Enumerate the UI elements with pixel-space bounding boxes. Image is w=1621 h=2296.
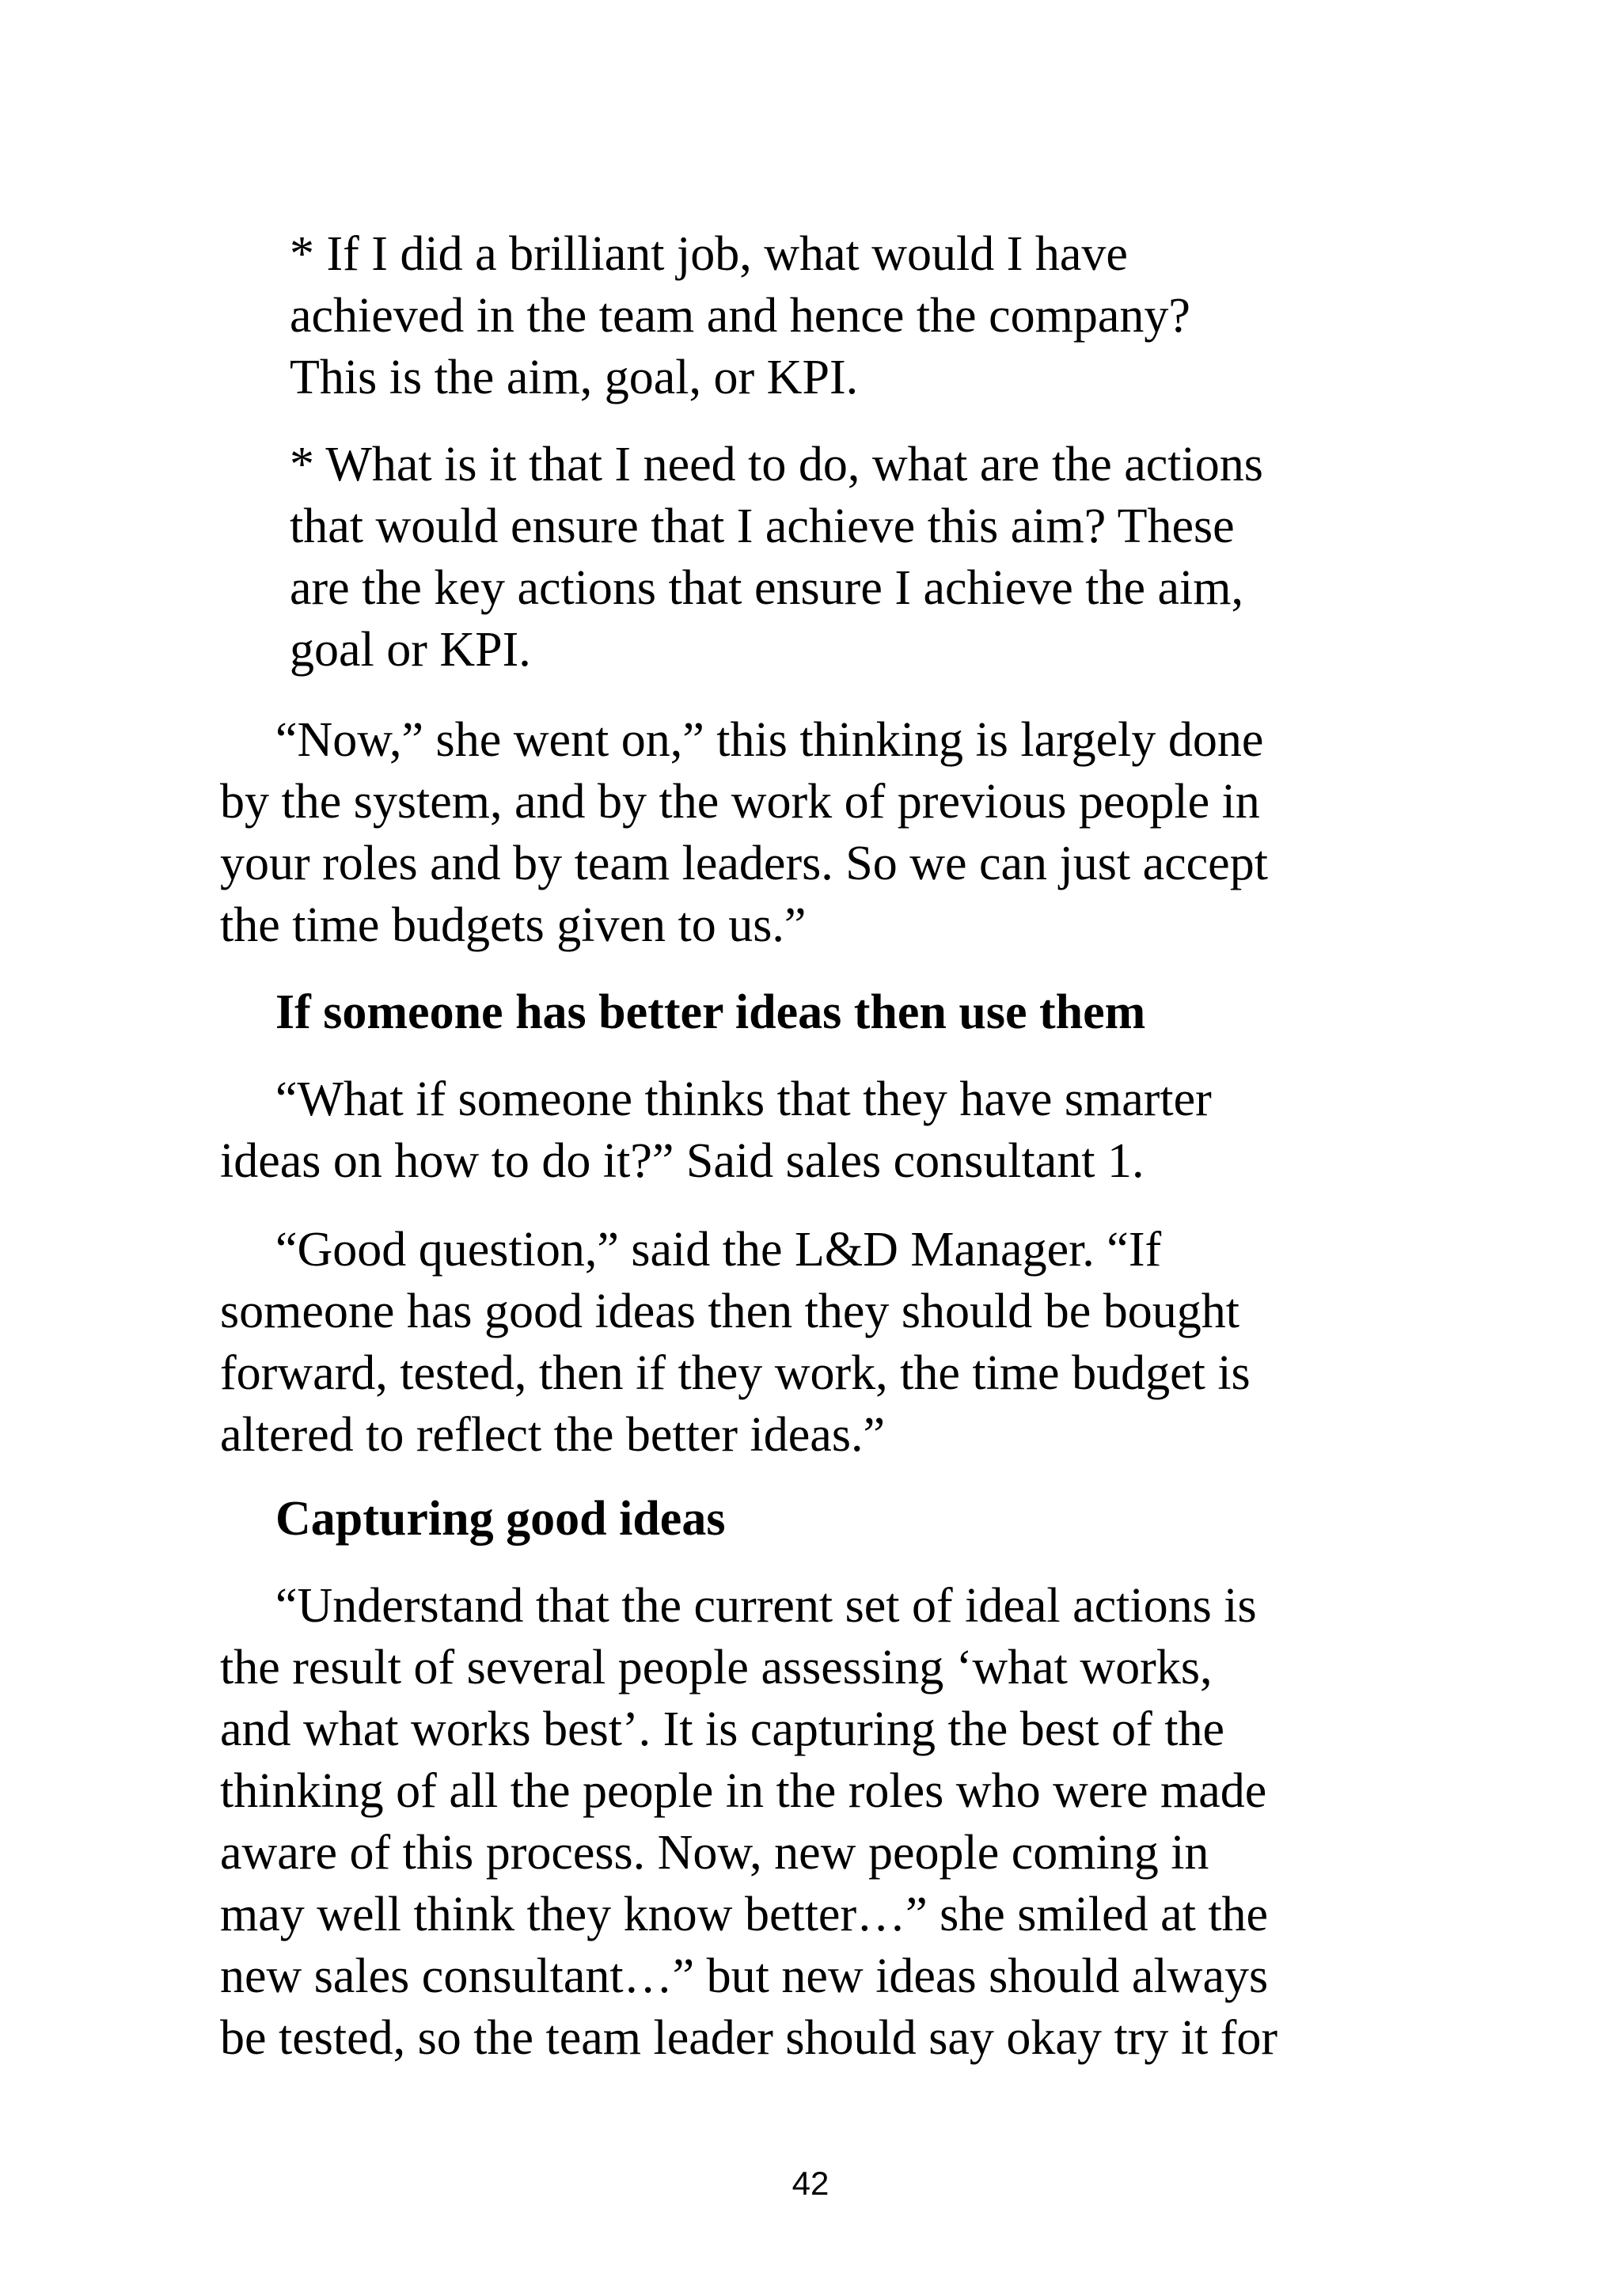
text-line: “Good question,” said the L&D Manager. “If <box>275 1223 1162 1277</box>
text-line: * If I did a brilliant job, what would I have <box>290 227 1128 281</box>
text-line: This is the aim, goal, or KPI. <box>290 351 859 404</box>
text-line: forward, tested, then if they work, the time budget is <box>220 1346 1251 1400</box>
text-line: may well think they know better…” she smiled at the <box>220 1888 1269 1941</box>
text-line: aware of this process. Now, new people coming in <box>220 1826 1209 1880</box>
bullet-item <box>290 223 1477 408</box>
text-line: are the key actions that ensure I achieve the aim, <box>290 561 1244 615</box>
text-line: “Now,” she went on,” this thinking is largely done <box>275 713 1264 767</box>
text-line: achieved in the team and hence the company? <box>290 289 1190 343</box>
paragraph <box>220 1068 1407 1192</box>
text-line: someone has good ideas then they should be bought <box>220 1285 1240 1338</box>
text-line: be tested, so the team leader should say okay try it for <box>220 2011 1278 2065</box>
paragraph <box>220 1219 1407 1466</box>
bullet-item <box>290 434 1477 681</box>
text-line: goal or KPI. <box>290 623 531 677</box>
section-heading: If someone has better ideas then use them <box>275 985 1146 1039</box>
text-line: altered to reflect the better ideas.” <box>220 1408 885 1462</box>
text-line: your roles and by team leaders. So we can just accept <box>220 837 1268 890</box>
page-number: 42 <box>792 2165 829 2202</box>
paragraph <box>220 709 1407 956</box>
text-line: the result of several people assessing ‘what works, <box>220 1641 1213 1694</box>
text-line: new sales consultant…” but new ideas should always <box>220 1949 1269 2003</box>
text-line: * What is it that I need to do, what are the actions <box>290 438 1263 491</box>
text-line: thinking of all the people in the roles who were made <box>220 1764 1267 1818</box>
text-line: by the system, and by the work of previous people in <box>220 775 1260 829</box>
paragraph <box>220 1575 1407 2069</box>
text-line: “Understand that the current set of ideal actions is <box>275 1579 1257 1633</box>
text-line: the time budgets given to us.” <box>220 898 807 952</box>
section-heading: Capturing good ideas <box>275 1492 726 1546</box>
text-line: and what works best’. It is capturing the best of the <box>220 1702 1224 1756</box>
text-line: that would ensure that I achieve this aim? These <box>290 499 1235 553</box>
text-line: “What if someone thinks that they have smarter <box>275 1072 1212 1126</box>
text-line: ideas on how to do it?” Said sales consultant 1. <box>220 1134 1145 1188</box>
